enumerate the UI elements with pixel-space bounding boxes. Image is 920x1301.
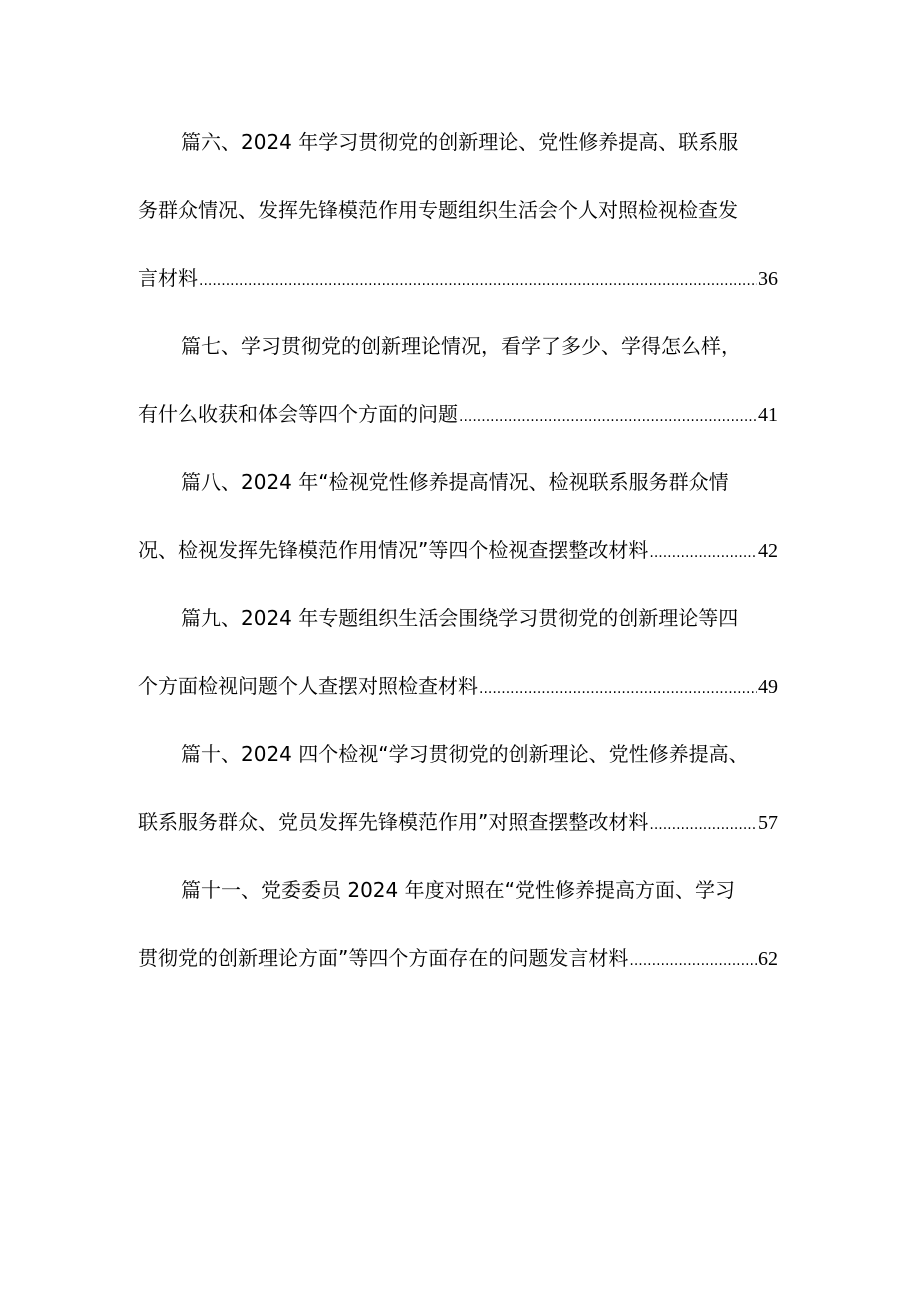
toc-entry-last-line (138, 539, 778, 561)
toc-entry-6[interactable] (138, 131, 778, 289)
dot-leader (629, 950, 757, 969)
toc-entry-11[interactable] (138, 879, 778, 969)
toc-entry-text: 贯彻党的创新理论方面”等四个方面存在的问题发言材料 (138, 947, 629, 969)
toc-entry-10[interactable] (138, 743, 778, 833)
dot-leader (649, 814, 757, 833)
toc-entry-8[interactable] (138, 471, 778, 561)
page-number: 42 (758, 540, 778, 561)
toc-entry-line: 篇十、2024 四个检视“学习贯彻党的创新理论、党性修养提高、 (181, 743, 749, 765)
toc-entry-text: 有什么收获和体会等四个方面的问题 (138, 403, 458, 425)
dot-leader (649, 542, 757, 561)
page-number: 41 (758, 404, 778, 425)
toc-entry-last-line (138, 947, 778, 969)
page-number: 57 (758, 812, 778, 833)
table-of-contents (138, 131, 778, 1015)
toc-entry-last-line (138, 267, 778, 289)
toc-entry-line: 篇七、学习贯彻党的创新理论情况，看学了多少、学得怎么样， (181, 335, 741, 357)
dot-leader (199, 270, 757, 289)
toc-entry-text: 个方面检视问题个人查摆对照检查材料 (138, 675, 478, 697)
toc-entry-last-line (138, 403, 778, 425)
toc-entry-line: 篇九、2024 年专题组织生活会围绕学习贯彻党的创新理论等四 (181, 607, 739, 629)
toc-entry-7[interactable] (138, 335, 778, 425)
toc-entry-text: 况、检视发挥先锋模范作用情况”等四个检视查摆整改材料 (138, 539, 649, 561)
toc-entry-line: 篇十一、党委委员 2024 年度对照在“党性修养提高方面、学习 (181, 879, 735, 901)
page-number: 62 (758, 948, 778, 969)
toc-entry-line: 篇八、2024 年“检视党性修养提高情况、检视联系服务群众情 (181, 471, 729, 493)
dot-leader (479, 678, 757, 697)
page-number: 49 (758, 676, 778, 697)
toc-entry-last-line (138, 811, 778, 833)
toc-entry-line: 务群众情况、发挥先锋模范作用专题组织生活会个人对照检视检查发 (138, 199, 738, 221)
toc-entry-text: 言材料 (138, 267, 198, 289)
toc-entry-text: 联系服务群众、党员发挥先锋模范作用”对照查摆整改材料 (138, 811, 649, 833)
dot-leader (459, 406, 757, 425)
toc-entry-last-line (138, 675, 778, 697)
page-number: 36 (758, 268, 778, 289)
toc-entry-line: 篇六、2024 年学习贯彻党的创新理论、党性修养提高、联系服 (181, 131, 739, 153)
toc-entry-9[interactable] (138, 607, 778, 697)
